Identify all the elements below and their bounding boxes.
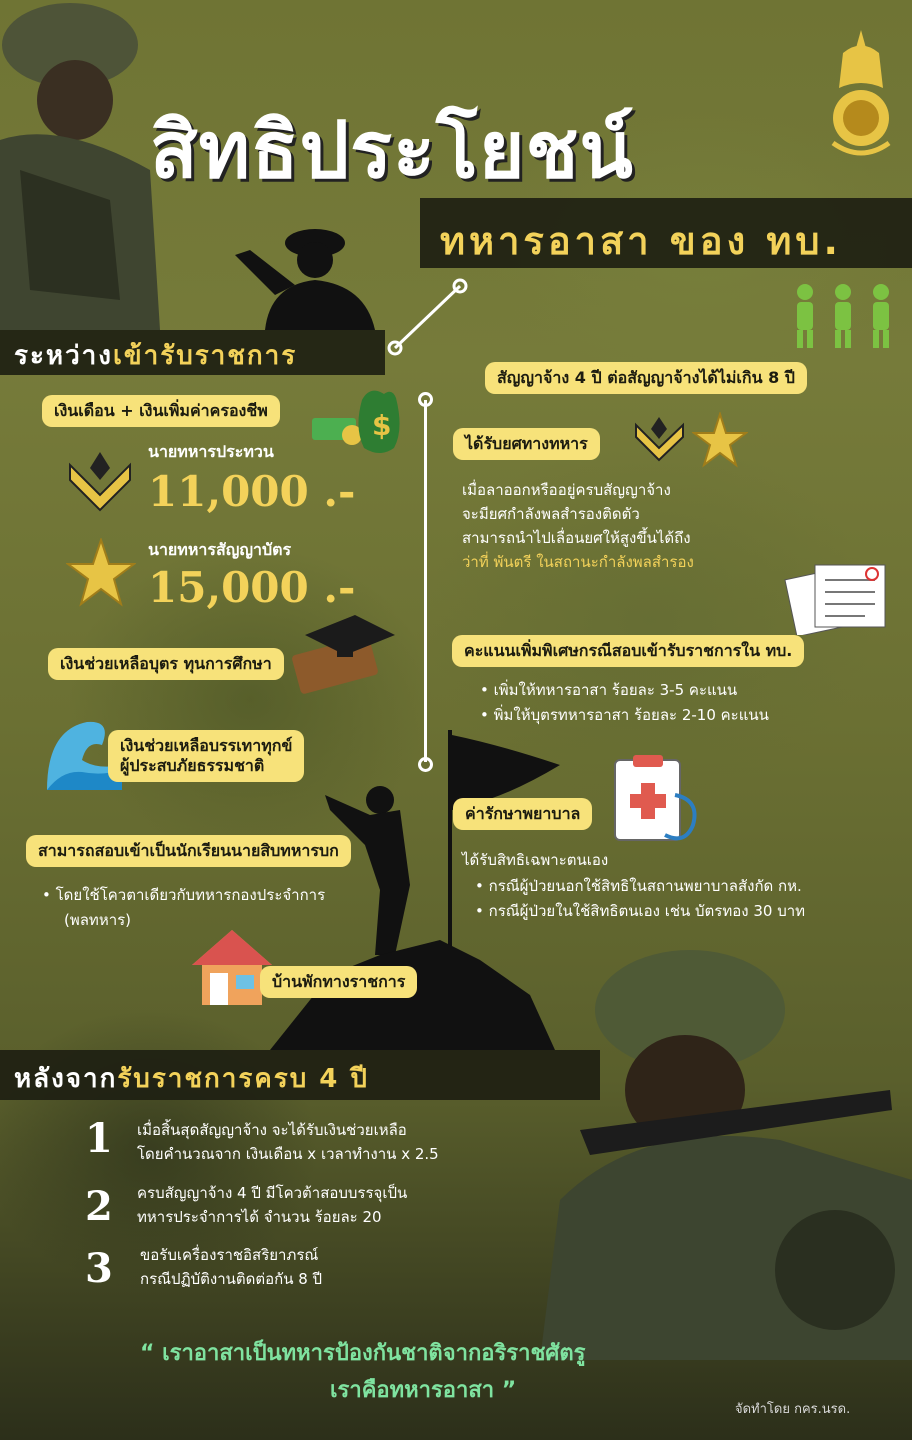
nco-exam-label: สามารถสอบเข้าเป็นนักเรียนนายสิบทหารบก: [26, 835, 351, 867]
after-item-3-line2: กรณีปฏิบัติงานติดต่อกัน 8 ปี: [140, 1270, 323, 1288]
after-section-title: [14, 1058, 369, 1099]
after-item-2-number: 2: [85, 1183, 113, 1230]
child-aid-label: เงินช่วยเหลือบุตร ทุนการศึกษา: [48, 648, 284, 680]
quote-line-1: “ เราอาสาเป็นทหารป้องกันชาติจากอริราชศัตรู: [140, 1341, 586, 1366]
rank-text-line3: สามารถนำไปเลื่อนยศให้สูงขึ้นได้ถึง: [462, 529, 691, 547]
medical-bullet-1: • กรณีผู้ป่วยนอกใช้สิทธิในสถานพยาบาลสังกัด กห.: [475, 876, 802, 898]
medical-intro: ได้รับสิทธิเฉพาะตนเอง: [462, 851, 609, 869]
disaster-aid-line1: เงินช่วยเหลือบรรเทาทุกข์: [120, 736, 293, 755]
clipboard-medical-icon: [605, 755, 705, 850]
private-amount: 11,000 .-: [148, 467, 356, 516]
during-title-part1: ระหว่าง: [14, 341, 113, 371]
rank-label: ได้รับยศทางทหาร: [453, 428, 600, 460]
page-title: สิทธิประโยชน์: [150, 106, 634, 196]
after-item-1-line1: เมื่อสิ้นสุดสัญญาจ้าง จะได้รับเงินช่วยเหลือ: [137, 1121, 407, 1139]
commissioned-rank-label: นายทหารสัญญาบัตร: [148, 540, 292, 559]
exam-bonus-bullet-2: • พิ่มให้บุตรทหารอาสา ร้อยละ 2-10 คะแนน: [480, 705, 769, 727]
after-title-part1: หลังจาก: [14, 1064, 118, 1094]
page-subtitle: [440, 210, 842, 271]
rank-text-line4: ว่าที่ พันตรี ในสถานะกำลังพลสำรอง: [462, 553, 694, 571]
star-rank-small-icon: [692, 412, 748, 468]
graduation-cap-icon: [285, 605, 395, 695]
chevron-rank-small-icon: [632, 415, 687, 465]
timeline-vertical-line: [424, 400, 427, 762]
contract-label: สัญญาจ้าง 4 ปี ต่อสัญญาจ้างได้ไม่เกิน 8 ปี: [485, 362, 807, 394]
during-title-part2: เข้ารับราชการ: [112, 341, 298, 371]
footer-credit: จัดทำโดย กคร.นรด.: [735, 1402, 851, 1417]
money-bag-icon: [312, 380, 404, 455]
after-item-1-number: 1: [85, 1115, 113, 1162]
disaster-aid-label: [108, 730, 304, 782]
quote-line-2: เราคือทหารอาสา ”: [330, 1378, 517, 1403]
disaster-aid-line2: ผู้ประสบภัยธรรมชาติ: [120, 756, 265, 775]
nco-bullet-line2: (พลทหาร): [64, 911, 132, 929]
after-item-3-line1: ขอรับเครื่องราชอิสริยาภรณ์: [140, 1246, 319, 1264]
private-rank-label: นายทหารประทวน: [148, 442, 274, 461]
page-subtitle-text: ทหารอาสา ของ ทบ.: [440, 219, 842, 263]
exam-bonus-bullet-1: • เพิ่มให้ทหารอาสา ร้อยละ 3-5 คะแนน: [480, 680, 737, 702]
during-section-title: [14, 335, 297, 376]
star-rank-icon: [66, 538, 136, 608]
housing-label: บ้านพักทางราชการ: [260, 966, 417, 998]
documents-icon: [780, 560, 895, 635]
after-title-part2: รับราชการครบ 4 ปี: [117, 1064, 369, 1094]
house-icon: [190, 925, 275, 1010]
timeline-dot-top: [418, 392, 433, 407]
medical-bullet-2: • กรณีผู้ป่วยในใช้สิทธิตนเอง เช่น บัตรทอง 30 บาท: [475, 901, 805, 923]
svg-text:$: $: [372, 409, 392, 442]
after-item-2-line2: ทหารประจำการได้ จำนวน ร้อยละ 20: [137, 1208, 382, 1226]
saluting-soldier-silhouette: [205, 215, 380, 330]
medical-label: ค่ารักษาพยาบาล: [453, 798, 592, 830]
after-item-3-number: 3: [85, 1245, 113, 1292]
rank-text-line1: เมื่อลาออกหรืออยู่ครบสัญญาจ้าง: [462, 481, 671, 499]
connector-line: [385, 278, 470, 358]
sniper-soldier-illustration: [520, 940, 912, 1360]
chevron-rank-icon: [65, 450, 135, 518]
army-emblem-icon: [828, 28, 894, 158]
exam-bonus-label: คะแนนเพิ่มพิเศษกรณีสอบเข้ารับราชการใน ทบ.: [452, 635, 804, 667]
salary-label: เงินเดือน + เงินเพิ่มค่าครองชีพ: [42, 395, 280, 427]
rank-text-line2: จะมียศกำลังพลสำรองติดตัว: [462, 505, 640, 523]
nco-bullet-line1: • โดยใช้โควตาเดียวกับทหารกองประจำการ: [42, 885, 325, 907]
soldiers-icon: [785, 280, 905, 350]
soldier-top-left-illustration: [0, 0, 160, 330]
after-item-2-line1: ครบสัญญาจ้าง 4 ปี มีโควต้าสอบบรรจุเป็น: [137, 1184, 408, 1202]
after-item-1-line2: โดยคำนวณจาก เงินเดือน x เวลาทำงาน x 2.5: [137, 1145, 439, 1163]
timeline-dot-bottom: [418, 757, 433, 772]
commissioned-amount: 15,000 .-: [148, 563, 356, 612]
